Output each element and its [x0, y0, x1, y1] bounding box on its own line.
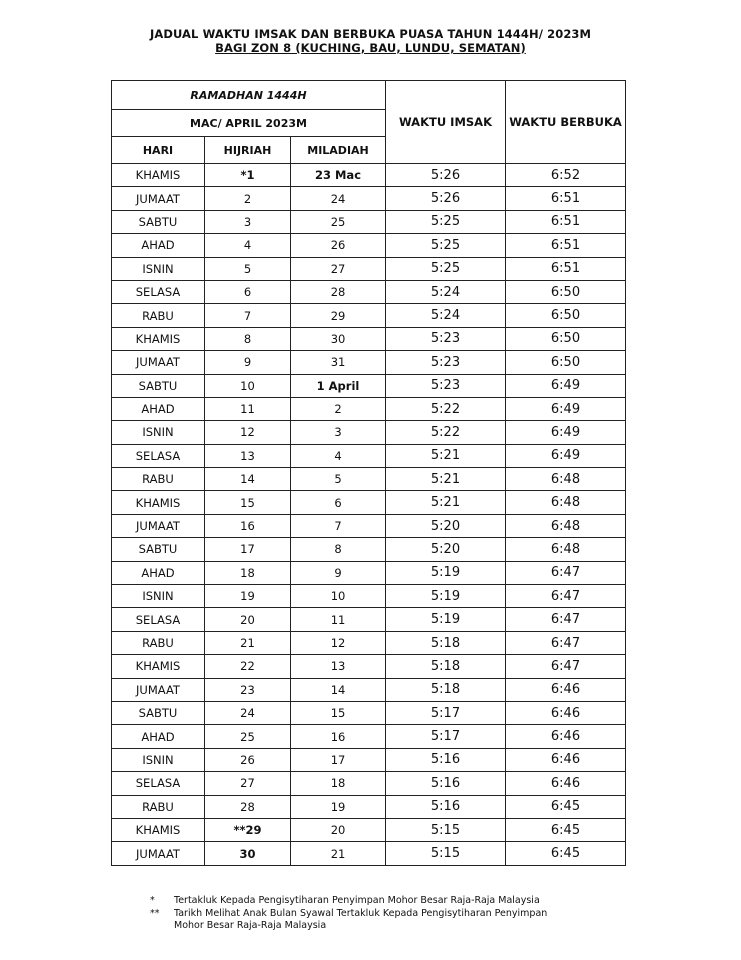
berbuka-time-cell: 6:49 [506, 374, 626, 397]
imsak-time-cell: 5:18 [386, 678, 506, 701]
hijriah-cell: 22 [205, 655, 291, 678]
berbuka-time-cell: 6:47 [506, 561, 626, 584]
berbuka-time-cell: 6:45 [506, 842, 626, 865]
hijriah-cell: 30 [205, 842, 291, 865]
table-row [112, 631, 626, 654]
document-subtitle: BAGI ZON 8 (KUCHING, BAU, LUNDU, SEMATAN) [215, 41, 526, 55]
imsak-time-cell: 5:23 [386, 374, 506, 397]
hijriah-cell: 20 [205, 608, 291, 631]
hijriah-cell: 12 [205, 421, 291, 444]
miladiah-cell: 18 [291, 772, 386, 795]
hari-cell: SABTU [112, 538, 205, 561]
miladiah-cell: 13 [291, 655, 386, 678]
col-header-miladiah: MILADIAH [291, 137, 386, 164]
berbuka-time-cell: 6:51 [506, 210, 626, 233]
hijriah-cell: 11 [205, 397, 291, 420]
imsak-time-cell: 5:25 [386, 234, 506, 257]
hari-cell: AHAD [112, 725, 205, 748]
header-row-ramadhan [112, 81, 626, 110]
hijriah-cell: 7 [205, 304, 291, 327]
hijriah-cell: 6 [205, 280, 291, 303]
imsak-time-cell: 5:19 [386, 608, 506, 631]
miladiah-cell: 8 [291, 538, 386, 561]
hijriah-cell: 23 [205, 678, 291, 701]
miladiah-cell: 5 [291, 468, 386, 491]
berbuka-time-cell: 6:49 [506, 421, 626, 444]
col-header-imsak: WAKTU IMSAK [386, 81, 506, 164]
table-row [112, 585, 626, 608]
imsak-time-cell: 5:21 [386, 491, 506, 514]
hijriah-cell: 21 [205, 631, 291, 654]
hari-cell: ISNIN [112, 421, 205, 444]
table-row [112, 444, 626, 467]
berbuka-time-cell: 6:51 [506, 187, 626, 210]
imsak-time-cell: 5:25 [386, 210, 506, 233]
imsak-time-cell: 5:17 [386, 725, 506, 748]
berbuka-time-cell: 6:47 [506, 631, 626, 654]
imsak-time-cell: 5:25 [386, 257, 506, 280]
hijriah-cell: 27 [205, 772, 291, 795]
miladiah-cell: 19 [291, 795, 386, 818]
hari-cell: SELASA [112, 280, 205, 303]
schedule-table [111, 80, 626, 866]
miladiah-cell: 10 [291, 585, 386, 608]
table-row [112, 210, 626, 233]
hijriah-cell: 28 [205, 795, 291, 818]
berbuka-time-cell: 6:52 [506, 164, 626, 187]
hari-cell: SABTU [112, 210, 205, 233]
berbuka-time-cell: 6:46 [506, 748, 626, 771]
hijriah-cell: 19 [205, 585, 291, 608]
imsak-time-cell: 5:16 [386, 772, 506, 795]
imsak-time-cell: 5:24 [386, 304, 506, 327]
miladiah-cell: 25 [291, 210, 386, 233]
table-row [112, 678, 626, 701]
imsak-time-cell: 5:26 [386, 164, 506, 187]
miladiah-cell: 24 [291, 187, 386, 210]
miladiah-cell: 3 [291, 421, 386, 444]
hijriah-cell: 10 [205, 374, 291, 397]
imsak-time-cell: 5:23 [386, 351, 506, 374]
hari-cell: ISNIN [112, 257, 205, 280]
berbuka-time-cell: 6:51 [506, 234, 626, 257]
berbuka-time-cell: 6:49 [506, 397, 626, 420]
hari-cell: SABTU [112, 701, 205, 724]
miladiah-cell: 16 [291, 725, 386, 748]
hijriah-cell: 9 [205, 351, 291, 374]
table-row [112, 772, 626, 795]
hari-cell: SELASA [112, 608, 205, 631]
hari-cell: JUMAAT [112, 351, 205, 374]
miladiah-cell: 14 [291, 678, 386, 701]
hari-cell: JUMAAT [112, 514, 205, 537]
col-header-hijriah: HIJRIAH [205, 137, 291, 164]
imsak-time-cell: 5:18 [386, 631, 506, 654]
table-row [112, 491, 626, 514]
berbuka-time-cell: 6:47 [506, 655, 626, 678]
hari-cell: RABU [112, 468, 205, 491]
miladiah-cell: 29 [291, 304, 386, 327]
miladiah-cell: 17 [291, 748, 386, 771]
miladiah-cell: 12 [291, 631, 386, 654]
table-row [112, 468, 626, 491]
miladiah-cell: 30 [291, 327, 386, 350]
hari-cell: KHAMIS [112, 491, 205, 514]
table-row [112, 608, 626, 631]
hijriah-cell: 26 [205, 748, 291, 771]
table-row [112, 257, 626, 280]
table-row [112, 795, 626, 818]
hari-cell: SELASA [112, 444, 205, 467]
imsak-time-cell: 5:19 [386, 561, 506, 584]
col-header-berbuka: WAKTU BERBUKA [506, 81, 626, 164]
imsak-time-cell: 5:24 [386, 280, 506, 303]
imsak-time-cell: 5:15 [386, 842, 506, 865]
berbuka-time-cell: 6:50 [506, 304, 626, 327]
imsak-time-cell: 5:23 [386, 327, 506, 350]
imsak-time-cell: 5:15 [386, 818, 506, 841]
month-label: MAC/ APRIL 2023M [112, 110, 386, 137]
table-row [112, 514, 626, 537]
berbuka-time-cell: 6:46 [506, 701, 626, 724]
berbuka-time-cell: 6:51 [506, 257, 626, 280]
table-row [112, 327, 626, 350]
ramadhan-label: RAMADHAN 1444H [112, 81, 386, 110]
table-row [112, 818, 626, 841]
imsak-time-cell: 5:21 [386, 444, 506, 467]
miladiah-cell: 6 [291, 491, 386, 514]
hijriah-cell: 24 [205, 701, 291, 724]
imsak-time-cell: 5:20 [386, 514, 506, 537]
hijriah-cell: 17 [205, 538, 291, 561]
hari-cell: ISNIN [112, 748, 205, 771]
document-title: JADUAL WAKTU IMSAK DAN BERBUKA PUASA TAHUN 1444H/ 2023M [149, 27, 592, 41]
table-row [112, 397, 626, 420]
berbuka-time-cell: 6:50 [506, 280, 626, 303]
berbuka-time-cell: 6:45 [506, 795, 626, 818]
hijriah-cell: 5 [205, 257, 291, 280]
footnote-mark: ** [150, 908, 160, 919]
table-row [112, 842, 626, 865]
berbuka-time-cell: 6:48 [506, 468, 626, 491]
table-row [112, 374, 626, 397]
table-row [112, 280, 626, 303]
miladiah-cell: 9 [291, 561, 386, 584]
hari-cell: AHAD [112, 234, 205, 257]
hari-cell: ISNIN [112, 585, 205, 608]
table-row [112, 561, 626, 584]
hari-cell: KHAMIS [112, 818, 205, 841]
hari-cell: JUMAAT [112, 678, 205, 701]
hari-cell: JUMAAT [112, 842, 205, 865]
col-header-hari: HARI [112, 137, 205, 164]
berbuka-time-cell: 6:50 [506, 351, 626, 374]
imsak-time-cell: 5:22 [386, 421, 506, 444]
table-row [112, 351, 626, 374]
imsak-time-cell: 5:20 [386, 538, 506, 561]
hari-cell: JUMAAT [112, 187, 205, 210]
footnote-mark: * [150, 895, 155, 906]
miladiah-cell: 4 [291, 444, 386, 467]
miladiah-cell: 11 [291, 608, 386, 631]
imsak-time-cell: 5:18 [386, 655, 506, 678]
imsak-time-cell: 5:17 [386, 701, 506, 724]
berbuka-time-cell: 6:47 [506, 585, 626, 608]
miladiah-cell: 15 [291, 701, 386, 724]
imsak-time-cell: 5:21 [386, 468, 506, 491]
table-row [112, 655, 626, 678]
hari-cell: RABU [112, 795, 205, 818]
hari-cell: KHAMIS [112, 164, 205, 187]
table-row [112, 748, 626, 771]
hijriah-cell: 3 [205, 210, 291, 233]
miladiah-cell: 21 [291, 842, 386, 865]
berbuka-time-cell: 6:46 [506, 772, 626, 795]
hari-cell: KHAMIS [112, 327, 205, 350]
hijriah-cell: 2 [205, 187, 291, 210]
berbuka-time-cell: 6:46 [506, 678, 626, 701]
miladiah-cell: 20 [291, 818, 386, 841]
table-row [112, 164, 626, 187]
berbuka-time-cell: 6:50 [506, 327, 626, 350]
berbuka-time-cell: 6:45 [506, 818, 626, 841]
miladiah-cell: 31 [291, 351, 386, 374]
imsak-time-cell: 5:16 [386, 795, 506, 818]
imsak-time-cell: 5:26 [386, 187, 506, 210]
imsak-time-cell: 5:19 [386, 585, 506, 608]
hijriah-cell: 4 [205, 234, 291, 257]
miladiah-cell: 27 [291, 257, 386, 280]
hijriah-cell: 18 [205, 561, 291, 584]
berbuka-time-cell: 6:46 [506, 725, 626, 748]
miladiah-cell: 26 [291, 234, 386, 257]
footnote-text: Tarikh Melihat Anak Bulan Syawal Tertakluk Kepada Pengisytiharan Penyimpan Mohor Besar Raja-Raja Malaysia [174, 908, 548, 931]
footnotes [150, 895, 554, 932]
berbuka-time-cell: 6:48 [506, 514, 626, 537]
miladiah-cell: 7 [291, 514, 386, 537]
hari-cell: SABTU [112, 374, 205, 397]
hijriah-cell: 15 [205, 491, 291, 514]
miladiah-cell: 28 [291, 280, 386, 303]
table-row [112, 701, 626, 724]
miladiah-cell: 1 April [291, 374, 386, 397]
berbuka-time-cell: 6:48 [506, 491, 626, 514]
table-row [112, 725, 626, 748]
footnote [150, 895, 554, 907]
hijriah-cell: 14 [205, 468, 291, 491]
table-row [112, 538, 626, 561]
berbuka-time-cell: 6:47 [506, 608, 626, 631]
table-row [112, 187, 626, 210]
footnote-text: Tertakluk Kepada Pengisytiharan Penyimpan Mohor Besar Raja-Raja Malaysia [174, 895, 540, 906]
table-row [112, 234, 626, 257]
hari-cell: RABU [112, 631, 205, 654]
hari-cell: KHAMIS [112, 655, 205, 678]
imsak-time-cell: 5:16 [386, 748, 506, 771]
hijriah-cell: **29 [205, 818, 291, 841]
hijriah-cell: *1 [205, 164, 291, 187]
footnote [150, 908, 554, 932]
hijriah-cell: 25 [205, 725, 291, 748]
hijriah-cell: 13 [205, 444, 291, 467]
table-row [112, 421, 626, 444]
hari-cell: AHAD [112, 561, 205, 584]
table-row [112, 304, 626, 327]
hari-cell: AHAD [112, 397, 205, 420]
hari-cell: SELASA [112, 772, 205, 795]
hijriah-cell: 16 [205, 514, 291, 537]
miladiah-cell: 23 Mac [291, 164, 386, 187]
hari-cell: RABU [112, 304, 205, 327]
berbuka-time-cell: 6:49 [506, 444, 626, 467]
imsak-time-cell: 5:22 [386, 397, 506, 420]
hijriah-cell: 8 [205, 327, 291, 350]
miladiah-cell: 2 [291, 397, 386, 420]
berbuka-time-cell: 6:48 [506, 538, 626, 561]
